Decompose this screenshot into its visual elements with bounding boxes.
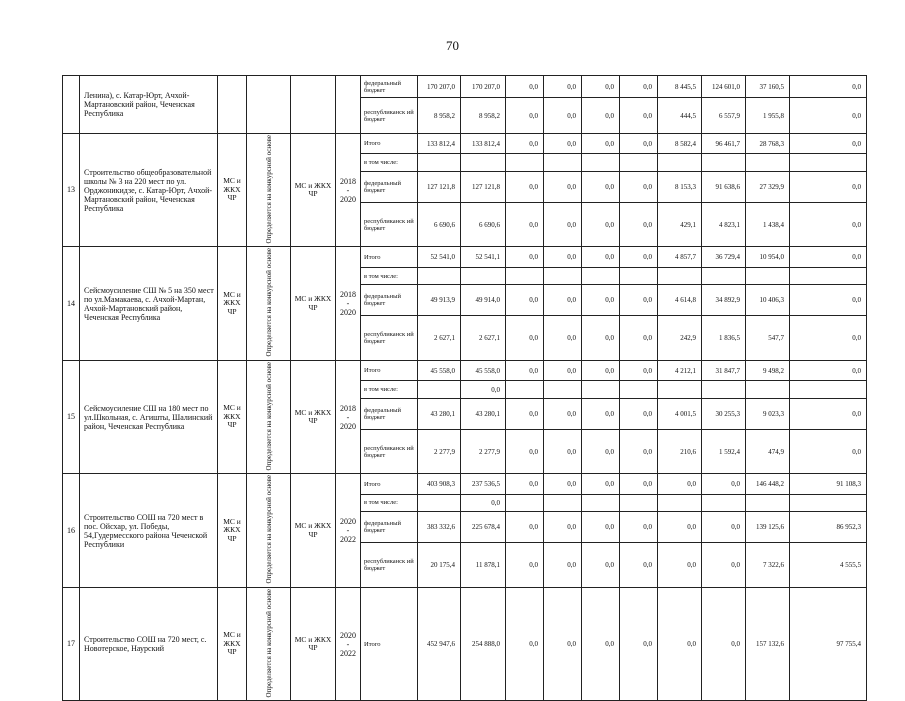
amount-cell: 0,0	[544, 360, 582, 380]
amount-cell: 43 280,1	[461, 398, 506, 429]
contractor-text: Определяется на конкурсной основе	[264, 135, 273, 244]
year-part: -	[346, 299, 350, 309]
amount-cell: 4 614,8	[658, 285, 702, 316]
contractor	[247, 247, 291, 360]
amount-cell: 37 160,5	[746, 76, 790, 98]
year-part: 2020	[340, 308, 356, 318]
amount-cell: 8 153,3	[658, 171, 702, 202]
table-row	[63, 134, 867, 154]
amount-cell: 6 557,9	[702, 98, 746, 134]
amount-cell: 0,0	[506, 202, 544, 247]
amount-cell	[790, 154, 867, 172]
amount-cell	[658, 381, 702, 399]
amount-cell	[746, 381, 790, 399]
year-part: -	[346, 185, 350, 195]
amount-cell: 474,9	[746, 429, 790, 474]
amount-cell: 0,0	[620, 285, 658, 316]
amount-cell: 0,0	[620, 429, 658, 474]
row-index: 16	[63, 474, 80, 587]
year-part: 2022	[340, 648, 356, 658]
amount-cell: 0,0	[582, 134, 620, 154]
amount-cell: 0,0	[506, 360, 544, 380]
amount-cell: 170 207,0	[418, 76, 461, 98]
amount-cell: 0,0	[506, 587, 544, 700]
amount-cell: 0,0	[544, 285, 582, 316]
amount-cell: 0,0	[506, 474, 544, 494]
amount-cell: 0,0	[702, 512, 746, 543]
funding-source: федеральный бюджет	[361, 285, 418, 316]
amount-cell: 0,0	[620, 171, 658, 202]
amount-cell	[620, 494, 658, 512]
amount-cell: 383 332,6	[418, 512, 461, 543]
amount-cell: 0,0	[790, 76, 867, 98]
amount-cell: 0,0	[620, 360, 658, 380]
row-index: 13	[63, 134, 80, 247]
amount-cell	[418, 267, 461, 285]
customer: МС и ЖКХ ЧР	[218, 474, 247, 587]
amount-cell: 52 541,1	[461, 247, 506, 267]
contractor	[247, 474, 291, 587]
amount-cell: 0,0	[506, 512, 544, 543]
amount-cell	[620, 267, 658, 285]
amount-cell: 0,0	[544, 171, 582, 202]
amount-cell: 6 690,6	[418, 202, 461, 247]
object-name: Строительство СОШ на 720 мест в пос. Ойсхар, ул. Победы, 54,Гудермесского района Чеченской Республики	[80, 474, 218, 587]
amount-cell: 9 023,3	[746, 398, 790, 429]
row-index	[63, 76, 80, 134]
amount-cell: 2 627,1	[418, 316, 461, 361]
executor: МС и ЖКХ ЧР	[291, 360, 336, 473]
funding-source: республиканск ий бюджет	[361, 543, 418, 588]
amount-cell: 0,0	[506, 543, 544, 588]
amount-cell: 0,0	[506, 247, 544, 267]
amount-cell: 2 277,9	[418, 429, 461, 474]
amount-cell: 2 277,9	[461, 429, 506, 474]
years	[336, 247, 361, 360]
amount-cell: 0,0	[658, 543, 702, 588]
object-name: Сейсмоусиление СШ № 5 на 350 мест по ул.Мамакаева, с. Ачхой-Мартан, Ачхой-Мартановский район, Чеченская Республика	[80, 247, 218, 360]
amount-cell: 36 729,4	[702, 247, 746, 267]
year-part: -	[346, 526, 350, 536]
amount-cell: 0,0	[582, 587, 620, 700]
object-name: Строительство СОШ на 720 мест, с. Новотерское, Наурский	[80, 587, 218, 700]
amount-cell: 0,0	[620, 587, 658, 700]
table-row	[63, 247, 867, 267]
amount-cell: 28 768,3	[746, 134, 790, 154]
funding-source: в том числе:	[361, 267, 418, 285]
amount-cell: 86 952,3	[790, 512, 867, 543]
customer	[218, 76, 247, 134]
year-part: -	[346, 639, 350, 649]
amount-cell: 0,0	[582, 512, 620, 543]
amount-cell: 0,0	[506, 134, 544, 154]
amount-cell: 0,0	[544, 474, 582, 494]
amount-cell: 0,0	[620, 98, 658, 134]
amount-cell	[418, 381, 461, 399]
amount-cell: 4 823,1	[702, 202, 746, 247]
amount-cell: 34 892,9	[702, 285, 746, 316]
amount-cell: 91 638,6	[702, 171, 746, 202]
amount-cell: 0,0	[461, 381, 506, 399]
executor: МС и ЖКХ ЧР	[291, 587, 336, 700]
amount-cell: 0,0	[544, 202, 582, 247]
customer: МС и ЖКХ ЧР	[218, 247, 247, 360]
amount-cell	[582, 154, 620, 172]
amount-cell: 0,0	[790, 316, 867, 361]
amount-cell: 30 255,3	[702, 398, 746, 429]
amount-cell: 0,0	[790, 429, 867, 474]
amount-cell: 0,0	[620, 474, 658, 494]
executor: МС и ЖКХ ЧР	[291, 474, 336, 587]
amount-cell: 1 836,5	[702, 316, 746, 361]
amount-cell: 9 498,2	[746, 360, 790, 380]
amount-cell: 0,0	[658, 512, 702, 543]
amount-cell: 0,0	[506, 285, 544, 316]
amount-cell	[544, 381, 582, 399]
contractor-text: Определяется на конкурсной основе	[264, 248, 273, 357]
amount-cell: 1 438,4	[746, 202, 790, 247]
contractor	[247, 134, 291, 247]
customer: МС и ЖКХ ЧР	[218, 587, 247, 700]
amount-cell	[461, 154, 506, 172]
amount-cell: 0,0	[620, 512, 658, 543]
amount-cell: 0,0	[620, 134, 658, 154]
amount-cell: 27 329,9	[746, 171, 790, 202]
amount-cell: 0,0	[582, 247, 620, 267]
amount-cell: 0,0	[506, 171, 544, 202]
amount-cell: 127 121,8	[461, 171, 506, 202]
table-body	[63, 76, 867, 701]
amount-cell: 452 947,6	[418, 587, 461, 700]
years	[336, 587, 361, 700]
funding-source: республиканск ий бюджет	[361, 316, 418, 361]
amount-cell	[746, 494, 790, 512]
year-part: 2020	[340, 517, 356, 527]
amount-cell: 0,0	[620, 76, 658, 98]
amount-cell: 0,0	[658, 587, 702, 700]
amount-cell	[746, 267, 790, 285]
amount-cell: 0,0	[790, 398, 867, 429]
amount-cell: 127 121,8	[418, 171, 461, 202]
amount-cell: 0,0	[544, 512, 582, 543]
table-row	[63, 474, 867, 494]
amount-cell: 0,0	[506, 98, 544, 134]
amount-cell: 0,0	[790, 360, 867, 380]
year-part: 2020	[340, 194, 356, 204]
amount-cell: 0,0	[582, 76, 620, 98]
amount-cell	[582, 267, 620, 285]
funding-source: федеральный бюджет	[361, 171, 418, 202]
amount-cell: 0,0	[702, 587, 746, 700]
contractor	[247, 76, 291, 134]
amount-cell	[544, 267, 582, 285]
amount-cell	[620, 381, 658, 399]
amount-cell: 0,0	[658, 474, 702, 494]
amount-cell	[658, 494, 702, 512]
amount-cell	[790, 494, 867, 512]
object-name: Ленина), с. Катар-Юрт, Ачхой-Мартановский район, Чеченская Республика	[80, 76, 218, 134]
amount-cell: 242,9	[658, 316, 702, 361]
amount-cell: 91 108,3	[790, 474, 867, 494]
amount-cell: 0,0	[620, 316, 658, 361]
contractor	[247, 360, 291, 473]
customer: МС и ЖКХ ЧР	[218, 134, 247, 247]
executor: МС и ЖКХ ЧР	[291, 134, 336, 247]
amount-cell	[461, 267, 506, 285]
amount-cell: 31 847,7	[702, 360, 746, 380]
year-part: 2018	[340, 403, 356, 413]
amount-cell: 45 558,0	[461, 360, 506, 380]
amount-cell	[746, 154, 790, 172]
amount-cell: 170 207,0	[461, 76, 506, 98]
amount-cell: 8 582,4	[658, 134, 702, 154]
amount-cell: 0,0	[790, 247, 867, 267]
contractor-text: Определяется на конкурсной основе	[264, 475, 273, 584]
amount-cell: 0,0	[544, 429, 582, 474]
amount-cell: 0,0	[790, 171, 867, 202]
budget-table	[62, 75, 867, 701]
amount-cell: 4 555,5	[790, 543, 867, 588]
year-part: 2020	[340, 421, 356, 431]
years	[336, 474, 361, 587]
amount-cell: 0,0	[790, 202, 867, 247]
funding-source: Итого	[361, 587, 418, 700]
funding-source: Итого	[361, 474, 418, 494]
amount-cell: 0,0	[582, 398, 620, 429]
amount-cell: 0,0	[582, 543, 620, 588]
amount-cell: 11 878,1	[461, 543, 506, 588]
funding-source: Итого	[361, 134, 418, 154]
contractor-text: Определяется на конкурсной основе	[264, 588, 273, 698]
table-row	[63, 360, 867, 380]
amount-cell: 146 448,2	[746, 474, 790, 494]
amount-cell: 0,0	[582, 360, 620, 380]
amount-cell: 8 445,5	[658, 76, 702, 98]
amount-cell	[418, 154, 461, 172]
amount-cell	[582, 494, 620, 512]
amount-cell: 0,0	[544, 76, 582, 98]
year-part: -	[346, 412, 350, 422]
amount-cell: 0,0	[582, 171, 620, 202]
amount-cell: 0,0	[544, 543, 582, 588]
funding-source: республиканск ий бюджет	[361, 98, 418, 134]
amount-cell: 0,0	[582, 285, 620, 316]
customer: МС и ЖКХ ЧР	[218, 360, 247, 473]
amount-cell: 45 558,0	[418, 360, 461, 380]
amount-cell	[544, 154, 582, 172]
amount-cell: 49 914,0	[461, 285, 506, 316]
amount-cell	[658, 154, 702, 172]
funding-source: Итого	[361, 360, 418, 380]
amount-cell: 0,0	[620, 543, 658, 588]
amount-cell: 49 913,9	[418, 285, 461, 316]
amount-cell: 403 908,3	[418, 474, 461, 494]
years	[336, 360, 361, 473]
executor	[291, 76, 336, 134]
amount-cell	[506, 381, 544, 399]
amount-cell: 225 678,4	[461, 512, 506, 543]
year-part: 2018	[340, 176, 356, 186]
row-index: 17	[63, 587, 80, 700]
amount-cell: 0,0	[506, 398, 544, 429]
years	[336, 134, 361, 247]
amount-cell: 1 955,8	[746, 98, 790, 134]
amount-cell: 1 592,4	[702, 429, 746, 474]
amount-cell: 10 406,3	[746, 285, 790, 316]
funding-source: Итого	[361, 247, 418, 267]
amount-cell: 547,7	[746, 316, 790, 361]
row-index: 15	[63, 360, 80, 473]
amount-cell	[702, 267, 746, 285]
amount-cell: 0,0	[582, 316, 620, 361]
amount-cell: 4 001,5	[658, 398, 702, 429]
funding-source: республиканск ий бюджет	[361, 202, 418, 247]
amount-cell: 0,0	[461, 494, 506, 512]
funding-source: в том числе:	[361, 494, 418, 512]
amount-cell: 6 690,6	[461, 202, 506, 247]
amount-cell: 52 541,0	[418, 247, 461, 267]
amount-cell: 429,1	[658, 202, 702, 247]
amount-cell: 210,6	[658, 429, 702, 474]
amount-cell	[702, 494, 746, 512]
year-part: 2022	[340, 535, 356, 545]
amount-cell: 97 755,4	[790, 587, 867, 700]
amount-cell: 139 125,6	[746, 512, 790, 543]
amount-cell: 0,0	[544, 247, 582, 267]
amount-cell: 237 536,5	[461, 474, 506, 494]
amount-cell: 4 857,7	[658, 247, 702, 267]
amount-cell: 0,0	[620, 247, 658, 267]
object-name: Сейсмоусиление СШ на 180 мест по ул.Школьная, с. Агишты, Шалинский район, Чеченская Республика	[80, 360, 218, 473]
amount-cell: 0,0	[620, 202, 658, 247]
table-row	[63, 587, 867, 700]
funding-source: республиканск ий бюджет	[361, 429, 418, 474]
amount-cell: 133 812,4	[418, 134, 461, 154]
amount-cell: 0,0	[790, 285, 867, 316]
contractor-text: Определяется на конкурсной основе	[264, 361, 273, 471]
amount-cell: 444,5	[658, 98, 702, 134]
amount-cell: 0,0	[790, 98, 867, 134]
amount-cell: 96 461,7	[702, 134, 746, 154]
amount-cell: 0,0	[582, 98, 620, 134]
amount-cell	[582, 381, 620, 399]
amount-cell: 7 322,6	[746, 543, 790, 588]
amount-cell	[506, 154, 544, 172]
page-number: 70	[446, 38, 459, 53]
year-part: 2020	[340, 630, 356, 640]
funding-source: в том числе:	[361, 154, 418, 172]
amount-cell: 0,0	[702, 474, 746, 494]
row-index: 14	[63, 247, 80, 360]
amount-cell: 20 175,4	[418, 543, 461, 588]
funding-source: в том числе:	[361, 381, 418, 399]
amount-cell: 0,0	[506, 316, 544, 361]
amount-cell: 8 958,2	[418, 98, 461, 134]
amount-cell: 0,0	[582, 429, 620, 474]
executor: МС и ЖКХ ЧР	[291, 247, 336, 360]
amount-cell	[620, 154, 658, 172]
amount-cell: 0,0	[506, 429, 544, 474]
amount-cell	[790, 381, 867, 399]
amount-cell	[506, 494, 544, 512]
amount-cell: 254 888,0	[461, 587, 506, 700]
amount-cell: 0,0	[790, 134, 867, 154]
year-part: 2018	[340, 290, 356, 300]
amount-cell: 0,0	[544, 587, 582, 700]
amount-cell	[506, 267, 544, 285]
amount-cell	[702, 154, 746, 172]
amount-cell: 0,0	[544, 398, 582, 429]
amount-cell: 4 212,1	[658, 360, 702, 380]
amount-cell: 10 954,0	[746, 247, 790, 267]
funding-source: федеральный бюджет	[361, 76, 418, 98]
amount-cell: 2 627,1	[461, 316, 506, 361]
amount-cell	[544, 494, 582, 512]
amount-cell: 0,0	[544, 98, 582, 134]
object-name: Строительство общеобразовательной школы № 3 на 220 мест по ул. Орджоникидзе, с. Катар-Юрт, Ачхой-Мартановский район, Чеченская Республика	[80, 134, 218, 247]
amount-cell: 124 601,0	[702, 76, 746, 98]
years	[336, 76, 361, 134]
amount-cell	[658, 267, 702, 285]
amount-cell: 133 812,4	[461, 134, 506, 154]
amount-cell: 0,0	[544, 316, 582, 361]
funding-source: федеральный бюджет	[361, 398, 418, 429]
amount-cell	[790, 267, 867, 285]
table-row	[63, 76, 867, 98]
amount-cell: 157 132,6	[746, 587, 790, 700]
amount-cell: 0,0	[582, 474, 620, 494]
contractor	[247, 587, 291, 700]
amount-cell	[702, 381, 746, 399]
amount-cell	[418, 494, 461, 512]
amount-cell: 0,0	[582, 202, 620, 247]
amount-cell: 0,0	[620, 398, 658, 429]
funding-source: федеральный бюджет	[361, 512, 418, 543]
amount-cell: 43 280,1	[418, 398, 461, 429]
amount-cell: 8 958,2	[461, 98, 506, 134]
amount-cell: 0,0	[506, 76, 544, 98]
amount-cell: 0,0	[544, 134, 582, 154]
amount-cell: 0,0	[702, 543, 746, 588]
